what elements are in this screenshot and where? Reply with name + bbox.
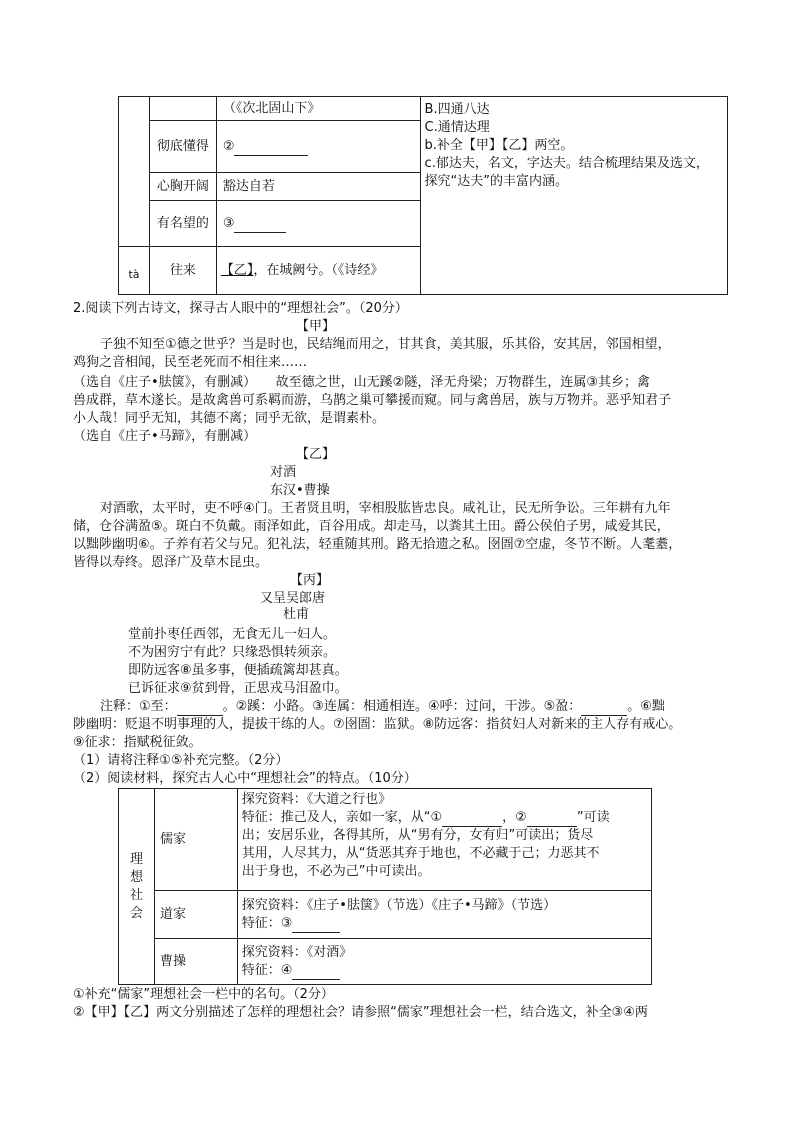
note-blank-1[interactable]: [177, 703, 223, 716]
bing-line-1: 堂前扑枣任西邻，无食无儿一妇人。: [128, 627, 337, 642]
side-char-3: 社: [129, 887, 143, 903]
blank-3-number: ③: [222, 215, 235, 231]
right-line-2: C.通情达理: [424, 120, 490, 135]
top-table-cell-r1c1: 彻底懂得: [149, 121, 216, 173]
blank-ru-2[interactable]: [527, 814, 577, 827]
ru-line-2a: 特征：推己及人，亲如一家，从“①: [241, 810, 443, 825]
note-blank-5[interactable]: [581, 703, 627, 716]
ru-line-4: 其用，人尽其力，从“货恶其弃于地也，不必藏于己；力恶其不: [241, 846, 600, 861]
jia-source: （选自《庄子•马蹄》，有删减）: [73, 429, 257, 444]
top-table-cell-r0c1: [149, 97, 216, 121]
side-char-4: 会: [129, 905, 143, 921]
bing-line-3: 即防远客⑧虽多事，便插疏篱却甚真。: [128, 663, 348, 678]
cao-line-2: [242, 962, 647, 980]
jia-line-5: 小人哉！同乎无知，其德不离；同乎无欲，是谓素朴。: [73, 411, 386, 426]
notes-part-c: 。⑥黜: [627, 699, 665, 714]
blank-yi[interactable]: 【乙】: [220, 262, 254, 278]
blank-2[interactable]: [234, 143, 308, 156]
top-table: [118, 96, 728, 295]
right-line-4: c.郁达夫，名文，字达夫。结合梳理结果及选文，: [424, 156, 709, 171]
bing-line-4: 已诉征求⑨贫到骨，正思戎马泪盈巾。: [128, 681, 348, 696]
cao-line-1: 探究资料：《对酒》: [241, 944, 353, 960]
ru-line-2: [242, 809, 647, 827]
bing-line-2: 不为困穷宁有此？只缘恐惧转须亲。: [128, 645, 337, 660]
top-table-cell-r2c1: 心胸开阔: [149, 173, 216, 201]
jia-line-3: （选自《庄子•胠箧》，有删减） 故至德之世，山无蹊②隧，泽无舟梁；万物群生，连属③其乡；禽: [73, 375, 650, 390]
ru-line-1: 探究资料：《大道之行也》: [241, 792, 392, 807]
yi-line-3: 以黜陟幽明⑥。子养有若父与兄。犯礼法，轻重随其刑。路无拾遗之私。囹圄⑦空虚，冬节不断。人耄耋，: [73, 537, 682, 552]
ru-content: [237, 789, 651, 891]
top-table-cell-r4c1: 往来: [149, 247, 216, 295]
ru-line-2b: ，②: [502, 810, 527, 825]
dao-line-1: 探究资料：《庄子•胠箧》（节选）《庄子•马蹄》（节选）: [241, 897, 557, 913]
blank-3[interactable]: [234, 220, 286, 233]
notes-part-b: 。②蹊：小路。③连属：相通相连。④呼：过问，干涉。⑤盈：: [222, 699, 582, 714]
blank-cao[interactable]: [292, 967, 340, 980]
notes-line-1: [100, 698, 665, 716]
ru-line-3: 出；安居乐业，各得其所，从“男有分，女有归”可读出；货尽: [241, 828, 594, 843]
jia-line-4: 兽成群，草木遂长。是故禽兽可系羁而游，乌鹊之巢可攀援而窥。同与禽兽居，族与万物并。恶乎知君子: [73, 393, 672, 408]
jia-label: 【甲】: [296, 319, 336, 334]
top-table-cell-r2c2: 豁达自若: [216, 173, 420, 201]
cao-line-2-text: 特征：④: [241, 962, 293, 978]
yi-line-4: 皆得以寿终。恩泽广及草木昆虫。: [73, 555, 269, 570]
blank-ru-1[interactable]: [442, 814, 502, 827]
yi-author: 东汉•曹操: [270, 483, 330, 498]
top-table-cell-r3c2: [216, 201, 420, 247]
notes-line-3: ⑨征求：指赋税征敛。: [73, 735, 202, 750]
blank-2-number: ②: [222, 138, 235, 154]
top-table-cell-r1c2: [216, 121, 420, 173]
dao-label: 道家: [154, 891, 237, 939]
cao-label: 曹操: [154, 939, 237, 985]
blank-dao[interactable]: [292, 920, 340, 933]
ideal-society-table: [118, 788, 652, 985]
yi-title: 对酒: [270, 465, 297, 480]
side-char-1: 理: [129, 851, 143, 867]
top-table-cell-r0c2: （《次北固山下》: [216, 97, 420, 121]
ru-label: 儒家: [154, 789, 237, 891]
top-table-cell-r4c2: [216, 247, 420, 295]
jia-line-1: 子独不知至①德之世乎？当是时也，民结绳而用之，甘其食，美其服，乐其俗，安其居，邻国相望，: [100, 337, 671, 352]
yi-line-1: 对酒歌，太平时，吏不呼④门。王者贤且明，宰相股肱皆忠良。咸礼让，民无所争讼。三年耕有九年: [100, 501, 671, 516]
bing-label: 【丙】: [290, 573, 330, 588]
notes-line-2: 陟幽明：贬退不明事理的人，提拔干练的人。⑦囹圄：监狱。⑧防远客：指贫妇人对新来的主人存有戒心。: [73, 717, 682, 732]
right-line-1: B.四通八达: [424, 102, 490, 117]
bing-title: 又呈吴郎唐: [260, 591, 326, 606]
ru-line-5: 出于身也，不必为己”中可读出。: [241, 864, 431, 879]
dao-line-2: [242, 915, 647, 933]
dao-line-2-text: 特征：③: [241, 915, 293, 931]
top-table-cell-r3c1: 有名望的: [149, 201, 216, 247]
sub-question-1: ①补充“儒家”理想社会一栏中的名句。（2分）: [73, 987, 334, 1002]
question-2: （2）阅读材料，探究古人心中“理想社会”的特点。（10分）: [73, 771, 417, 786]
sub-question-2: ②【甲】【乙】两文分别描述了怎样的理想社会？请参照“儒家”理想社会一栏，结合选文，补全③④两: [73, 1005, 648, 1020]
bing-author: 杜甫: [283, 607, 310, 622]
question-1: （1）请将注释①⑤补充完整。（2分）: [73, 753, 289, 768]
side-label: [119, 789, 155, 985]
top-table-cell-r0c0: [119, 97, 150, 247]
top-table-cell-r4c0: tà: [119, 247, 150, 295]
dao-content: [237, 891, 651, 939]
jia-line-2: 鸡狗之音相闻，民至老死而不相往来……: [73, 355, 308, 370]
yi-line-2: 储，仓谷满盈⑤。斑白不负戴。雨泽如此，百谷用成。却走马，以粪其土田。爵公侯伯子男，咸爱其民，: [73, 519, 670, 534]
shijing-text: ，在城阙兮。（《诗经》: [253, 262, 384, 278]
notes-part-a: 注释：①至：: [100, 699, 177, 714]
ru-line-2c: ”可读: [576, 810, 610, 825]
right-line-5: 探究“达夫”的丰富内涵。: [424, 174, 569, 189]
side-char-2: 想: [129, 869, 143, 885]
q2-title: 2.阅读下列古诗文，探寻古人眼中的“理想社会”。（20分）: [73, 301, 408, 316]
right-line-3: b.补全【甲】【乙】两空。: [424, 138, 574, 153]
yi-label: 【乙】: [296, 447, 336, 462]
cao-content: [237, 939, 651, 985]
top-table-right-cell: [420, 97, 727, 295]
